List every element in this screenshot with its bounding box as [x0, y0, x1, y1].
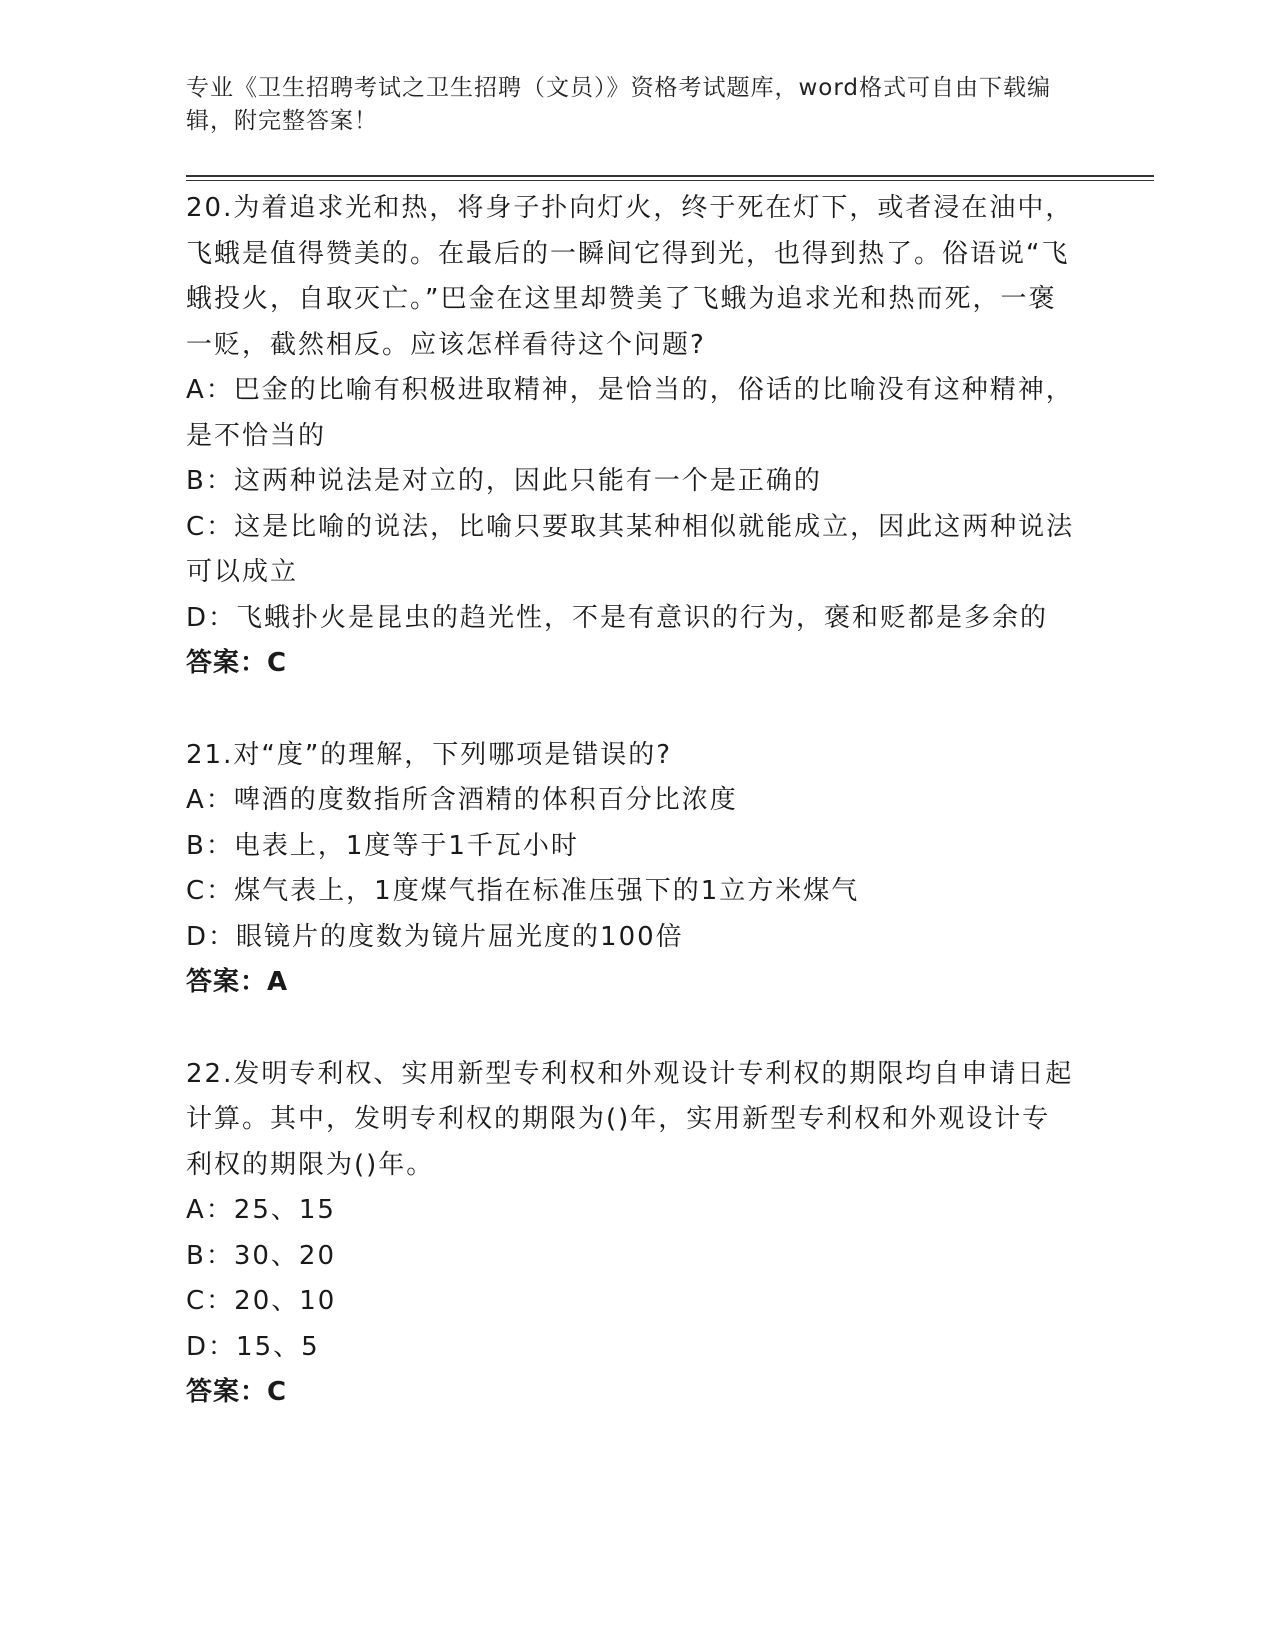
answer: 答案：C — [186, 648, 288, 678]
question-stem: 21.对“度”的理解，下列哪项是错误的? — [186, 739, 673, 770]
answer: 答案：A — [186, 967, 289, 997]
option-d: D：15、5 — [186, 1331, 320, 1362]
option-a: A：巴金的比喻有积极进取精神，是恰当的，俗话的比喻没有这种精神，是不恰当的 — [186, 375, 1074, 451]
option-c: C：这是比喻的说法，比喻只要取其某种相似就能成立，因此这两种说法可以成立 — [186, 511, 1075, 587]
option-b: B：30、20 — [186, 1240, 337, 1271]
question-stem: 22.发明专利权、实用新型专利权和外观设计专利权的期限均自申请日起计算。其中，发明专利权的期限为()年，实用新型专利权和外观设计专利权的期限为()年。 — [186, 1058, 1074, 1180]
header-note: 专业《卫生招聘考试之卫生招聘（文员）》资格考试题库，word格式可自由下载编辑，附完整答案！ — [186, 75, 1052, 134]
option-b: B：这两种说法是对立的，因此只能有一个是正确的 — [186, 466, 822, 496]
answer: 答案：C — [186, 1377, 288, 1407]
option-d: D：眼镜片的度数为镜片屈光度的100倍 — [186, 921, 684, 952]
question-20 — [186, 186, 1076, 687]
option-c: C：20、10 — [186, 1286, 337, 1316]
question-21 — [186, 733, 1076, 1006]
header-divider — [186, 175, 1154, 181]
question-stem: 20.为着追求光和热，将身子扑向灯火，终于死在灯下，或者浸在油中，飞蛾是值得赞美的。在最后的一瞬间它得到光，也得到热了。俗语说“飞蛾投火，自取灭亡。”巴金在这里却赞美了飞蛾为追求光和热而死，一褒一贬，截然相反。应该怎样看待这个问题? — [186, 193, 1074, 360]
question-22 — [186, 1052, 1076, 1416]
option-a: A：啤酒的度数指所含酒精的体积百分比浓度 — [186, 785, 738, 815]
option-b: B：电表上，1度等于1千瓦小时 — [186, 830, 579, 861]
option-d: D：飞蛾扑火是昆虫的趋光性，不是有意识的行为，褒和贬都是多余的 — [186, 602, 1049, 633]
option-c: C：煤气表上，1度煤气指在标准压强下的1立方米煤气 — [186, 876, 860, 906]
option-a: A：25、15 — [186, 1195, 336, 1225]
question-list — [186, 186, 1076, 1462]
